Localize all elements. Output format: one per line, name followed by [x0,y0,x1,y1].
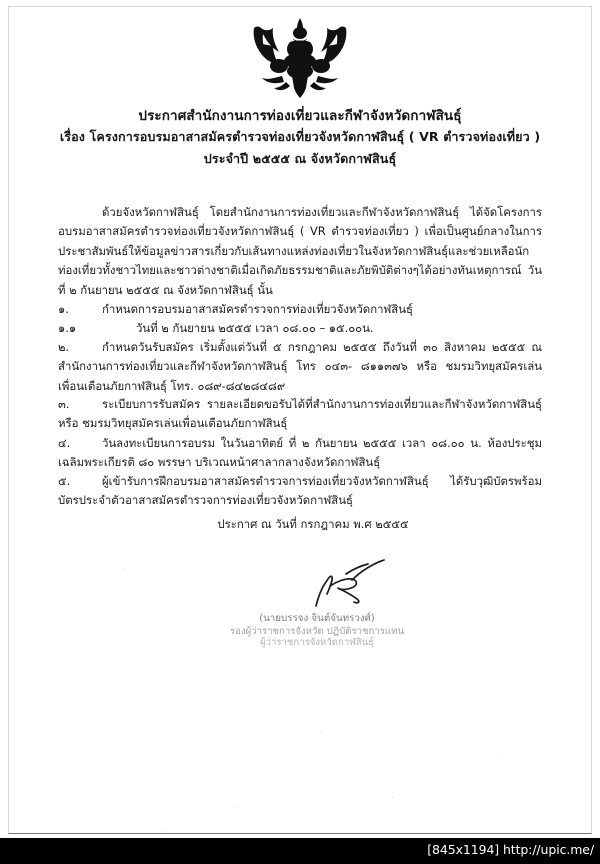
clause-3-number: ๓. [58,397,70,411]
scan-speck [392,797,393,798]
clause-5-text: ผู้เข้ารับการฝึกอบรมอาสาสมัครตำรวจการท่องเที่ยวจังหวัดกาฬสินธุ์ ได้รับวุฒิบัตรพร้อมบัตรประจำตัวอาสาสมัครตำรวจการท่องเที่ยวจังหวัดกาฬสินธุ์ [58,474,542,508]
scan-speck [234,807,235,808]
clause-3 [58,395,542,434]
clause-5-number: ๕. [58,474,71,488]
clause-1-1-text: วันที่ ๒ กันยายน ๒๕๕๕ เวลา ๐๘.๐๐ – ๑๕.๐๐น. [136,321,374,335]
footer-watermark-bar [0,838,600,864]
signer-role-line-2: ผู้ว่าราชการจังหวัดกาฬสินธุ์ [259,637,375,648]
announcement-year-location: ประจำปี ๒๕๕๕ ณ จังหวัดกาฬสินธุ์ [203,151,397,166]
clause-1 [58,300,542,319]
issue-date-line: ประกาศ ณ วันที่ กรกฎาคม พ.ศ ๒๕๕๕ [217,517,409,531]
scan-speck [161,830,162,831]
announcement-title: ประกาศสำนักงานการท่องเที่ยวและกีฬาจังหวัดกาฬสินธุ์ [138,108,462,124]
scan-speck [320,732,321,733]
garuda-emblem [0,14,600,104]
clause-4-number: ๔. [58,436,71,450]
handwritten-signature [300,556,420,614]
clause-2-text: กำหนดวันรับสมัคร เริ่มตั้งแต่วันที่ ๕ กรกฎาคม ๒๕๕๕ ถึงวันที่ ๓๐ สิงหาคม ๒๕๕๕ ณ สำนักงานการท่องเที่ยวและกีฬาจังหวัดกาฬสินธุ์ โทร ๐๔๓- ๘๑๑๓๗๖ หรือ ชมรมวิทยุสมัครเล่นเพื่อนเตือนภัยกาฬสินธุ์ โทร. ๐๘๙-๘๔๒๘๔๘๙ [58,340,542,393]
clause-5 [58,472,542,511]
scan-speck [124,568,125,569]
footer-watermark-text: [845x1194] http://upic.me/ [427,842,594,857]
signer-role-line-1: รองผู้ว่าราชการจังหวัด ปฏิบัติราชการแทน [229,626,404,637]
clause-4-text: วันลงทะเบียนการอบรม ในวันอาทิตย์ ที่ ๒ กันยายน ๒๕๕๕ เวลา ๐๘.๐๐ น. ห้องประชุมเฉลิมพระเกียรติ ๘๐ พรรษา บริเวณหน้าศาลากลางจังหวัดกาฬสินธุ์ [58,436,542,470]
clause-1-text: กำหนดการอบรมอาสาสมัครตำรวจการท่องเที่ยวจังหวัดกาฬสินธุ์ [102,302,413,316]
clause-2 [58,338,542,396]
clause-1-number: ๑. [58,302,69,316]
announcement-subject: เรื่อง โครงการอบรมอาสาสมัครตำรวจท่องเที่ยวจังหวัดกาฬสินธุ์ ( VR ตำรวจท่องเที่ยว ) [59,129,541,144]
intro-paragraph [58,203,542,300]
clause-1-1-number: ๑.๑ [58,321,77,335]
intro-paragraph-text: ด้วยจังหวัดกาฬสินธุ์ โดยสำนักงานการท่องเที่ยวและกีฬาจังหวัดกาฬสินธุ์ ได้จัดโครงการอบรมอาสาสมัครตำรวจท่องเที่ยวจังหวัดกาฬสินธุ์ ( VR ตำรวจท่องเที่ยว ) เพื่อเป็นศูนย์กลางในการประชาสัมพันธ์ให้ข้อมูลข่าวสารเกี่ยวกับเส้นทางแหล่งท่องเที่ยวในจังหวัดกาฬสินธุ์และช่วยเหลือนักท่องเที่ยวทั้งชาวไทยและชาวต่างชาติเมื่อเกิดภัยธรรมชาติและภัยพิบัติต่างๆได้อย่างทันเหตุการณ์ วันที่ ๒ กันยายน ๒๕๕๕ ณ จังหวัดกาฬสินธุ์ นั้น [58,205,542,297]
clause-4 [58,434,542,473]
clause-3-text: ระเบียบการรับสมัคร รายละเอียดขอรับได้ที่สำนักงานการท่องเที่ยวและกีฬาจังหวัดกาฬสินธุ์ หรือ ชมรมวิทยุสมัครเล่นเพื่อนเตือนภัยกาฬสินธุ์ [58,397,542,431]
signer-name: (นายบรรจง จินต์จันทรวงศ์) [259,613,375,624]
clause-1-1 [58,319,542,338]
clause-2-number: ๒. [58,340,70,354]
scan-speck [498,757,499,758]
